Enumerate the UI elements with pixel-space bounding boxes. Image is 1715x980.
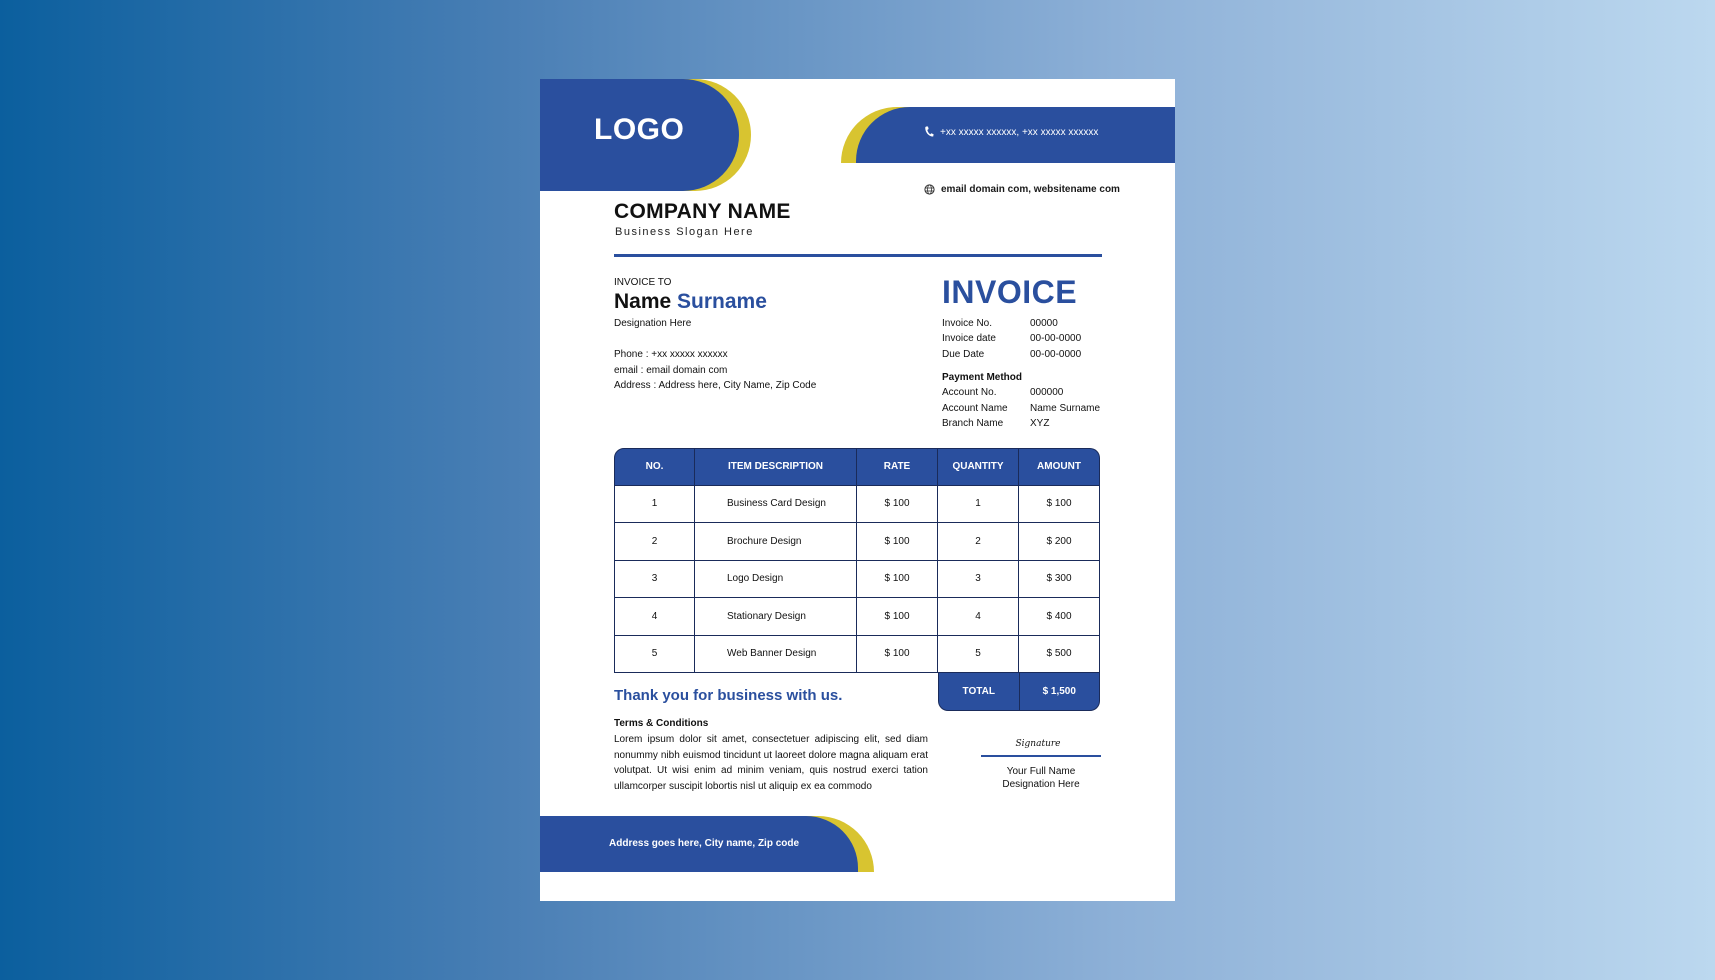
meta-label: Account Name (942, 403, 1008, 414)
meta-value: 00-00-0000 (1030, 349, 1082, 360)
table-row (614, 486, 1100, 524)
cell-rate: $ 100 (857, 636, 938, 674)
meta-label: Branch Name (942, 418, 1004, 429)
invoice-sheet (540, 79, 1175, 901)
client-name (614, 290, 767, 314)
client-designation: Designation Here (614, 318, 692, 329)
cell-rate: $ 100 (857, 523, 938, 561)
cell-amount: $ 300 (1019, 561, 1100, 599)
table-row (614, 636, 1100, 674)
cell-amount: $ 500 (1019, 636, 1100, 674)
cell-no: 3 (614, 561, 695, 599)
table-header-row (614, 448, 1100, 486)
cell-rate: $ 100 (857, 598, 938, 636)
table-row (614, 561, 1100, 599)
cell-amount: $ 400 (1019, 598, 1100, 636)
invoice-number-row (942, 318, 1058, 329)
header-divider (614, 254, 1102, 257)
total-box (938, 673, 1100, 711)
meta-value: 000000 (1030, 387, 1064, 398)
company-slogan: Business Slogan Here (615, 226, 754, 238)
due-date-row (942, 349, 1081, 360)
terms-body: Lorem ipsum dolor sit amet, consectetuer adipiscing elit, sed diam nonummy nibh euismod tincidunt ut laoreet dolore magna aliquam erat volutpat. Ut wisi enim ad minim veniam, quis nostrud exerci tation ullamcorper suscipit lobortis nisl ut aliquip ex ea commodo (614, 734, 928, 792)
header-no: NO. (614, 448, 695, 486)
meta-label: Due Date (942, 349, 985, 360)
signature-script: Signature (1015, 739, 1061, 749)
total-value: $ 1,500 (1042, 686, 1076, 697)
invoice-to-label: INVOICE TO (614, 277, 672, 288)
branch-name-row (942, 418, 1049, 429)
company-name: COMPANY NAME (614, 200, 791, 223)
phone-icon (924, 126, 934, 138)
meta-value: Name Surname (1030, 403, 1101, 414)
cell-rate: $ 100 (857, 486, 938, 524)
account-number-row (942, 387, 1063, 398)
meta-label: Account No. (942, 387, 997, 398)
cell-no: 1 (614, 486, 695, 524)
signature-block (981, 765, 1101, 791)
invoice-title: INVOICE (942, 274, 1078, 310)
meta-value: 00000 (1030, 318, 1058, 329)
table-row (614, 523, 1100, 561)
thank-you-message: Thank you for business with us. (614, 687, 843, 704)
cell-description: Web Banner Design (695, 636, 857, 674)
cell-quantity: 5 (938, 636, 1019, 674)
cell-no: 4 (614, 598, 695, 636)
globe-icon (924, 184, 935, 195)
cell-rate: $ 100 (857, 561, 938, 599)
cell-quantity: 2 (938, 523, 1019, 561)
meta-label: Invoice No. (942, 318, 993, 329)
header-description: ITEM DESCRIPTION (695, 448, 857, 486)
header-rate: RATE (857, 448, 938, 486)
header-phone (924, 126, 1098, 138)
cell-quantity: 3 (938, 561, 1019, 599)
cell-description: Stationary Design (695, 598, 857, 636)
phone-text: +xx xxxxx xxxxxx, +xx xxxxx xxxxxx (940, 126, 1099, 138)
client-address: Address : Address here, City Name, Zip Code (614, 380, 817, 391)
meta-value: XYZ (1030, 418, 1050, 429)
terms-heading: Terms & Conditions (614, 718, 709, 729)
items-table (614, 448, 1100, 673)
payment-method-heading: Payment Method (942, 372, 1023, 383)
client-phone: Phone : +xx xxxxx xxxxxx (614, 349, 728, 360)
cell-description: Logo Design (695, 561, 857, 599)
cell-description: Business Card Design (695, 486, 857, 524)
table-row (614, 598, 1100, 636)
cell-quantity: 4 (938, 598, 1019, 636)
footer-address: Address goes here, City name, Zip code (609, 838, 800, 849)
logo: LOGO (594, 113, 685, 146)
cell-amount: $ 100 (1019, 486, 1100, 524)
header-quantity: QUANTITY (938, 448, 1019, 486)
total-label: TOTAL (939, 673, 1020, 710)
client-email: email : email domain com (614, 365, 728, 376)
meta-label: Invoice date (942, 333, 996, 344)
header-email (924, 184, 1120, 195)
signer-name: Your Full Name (1006, 766, 1076, 777)
client-surname: Surname (677, 290, 767, 313)
header-amount: AMOUNT (1019, 448, 1100, 486)
cell-description: Brochure Design (695, 523, 857, 561)
signer-designation: Designation Here (1002, 779, 1080, 790)
meta-value: 00-00-0000 (1030, 333, 1082, 344)
invoice-date-row (942, 333, 1081, 344)
client-first-name: Name (614, 290, 672, 313)
cell-no: 5 (614, 636, 695, 674)
signature-line (981, 755, 1101, 757)
account-name-row (942, 403, 1100, 414)
cell-amount: $ 200 (1019, 523, 1100, 561)
email-web-text: email domain com, websitename com (941, 184, 1120, 195)
cell-no: 2 (614, 523, 695, 561)
cell-quantity: 1 (938, 486, 1019, 524)
